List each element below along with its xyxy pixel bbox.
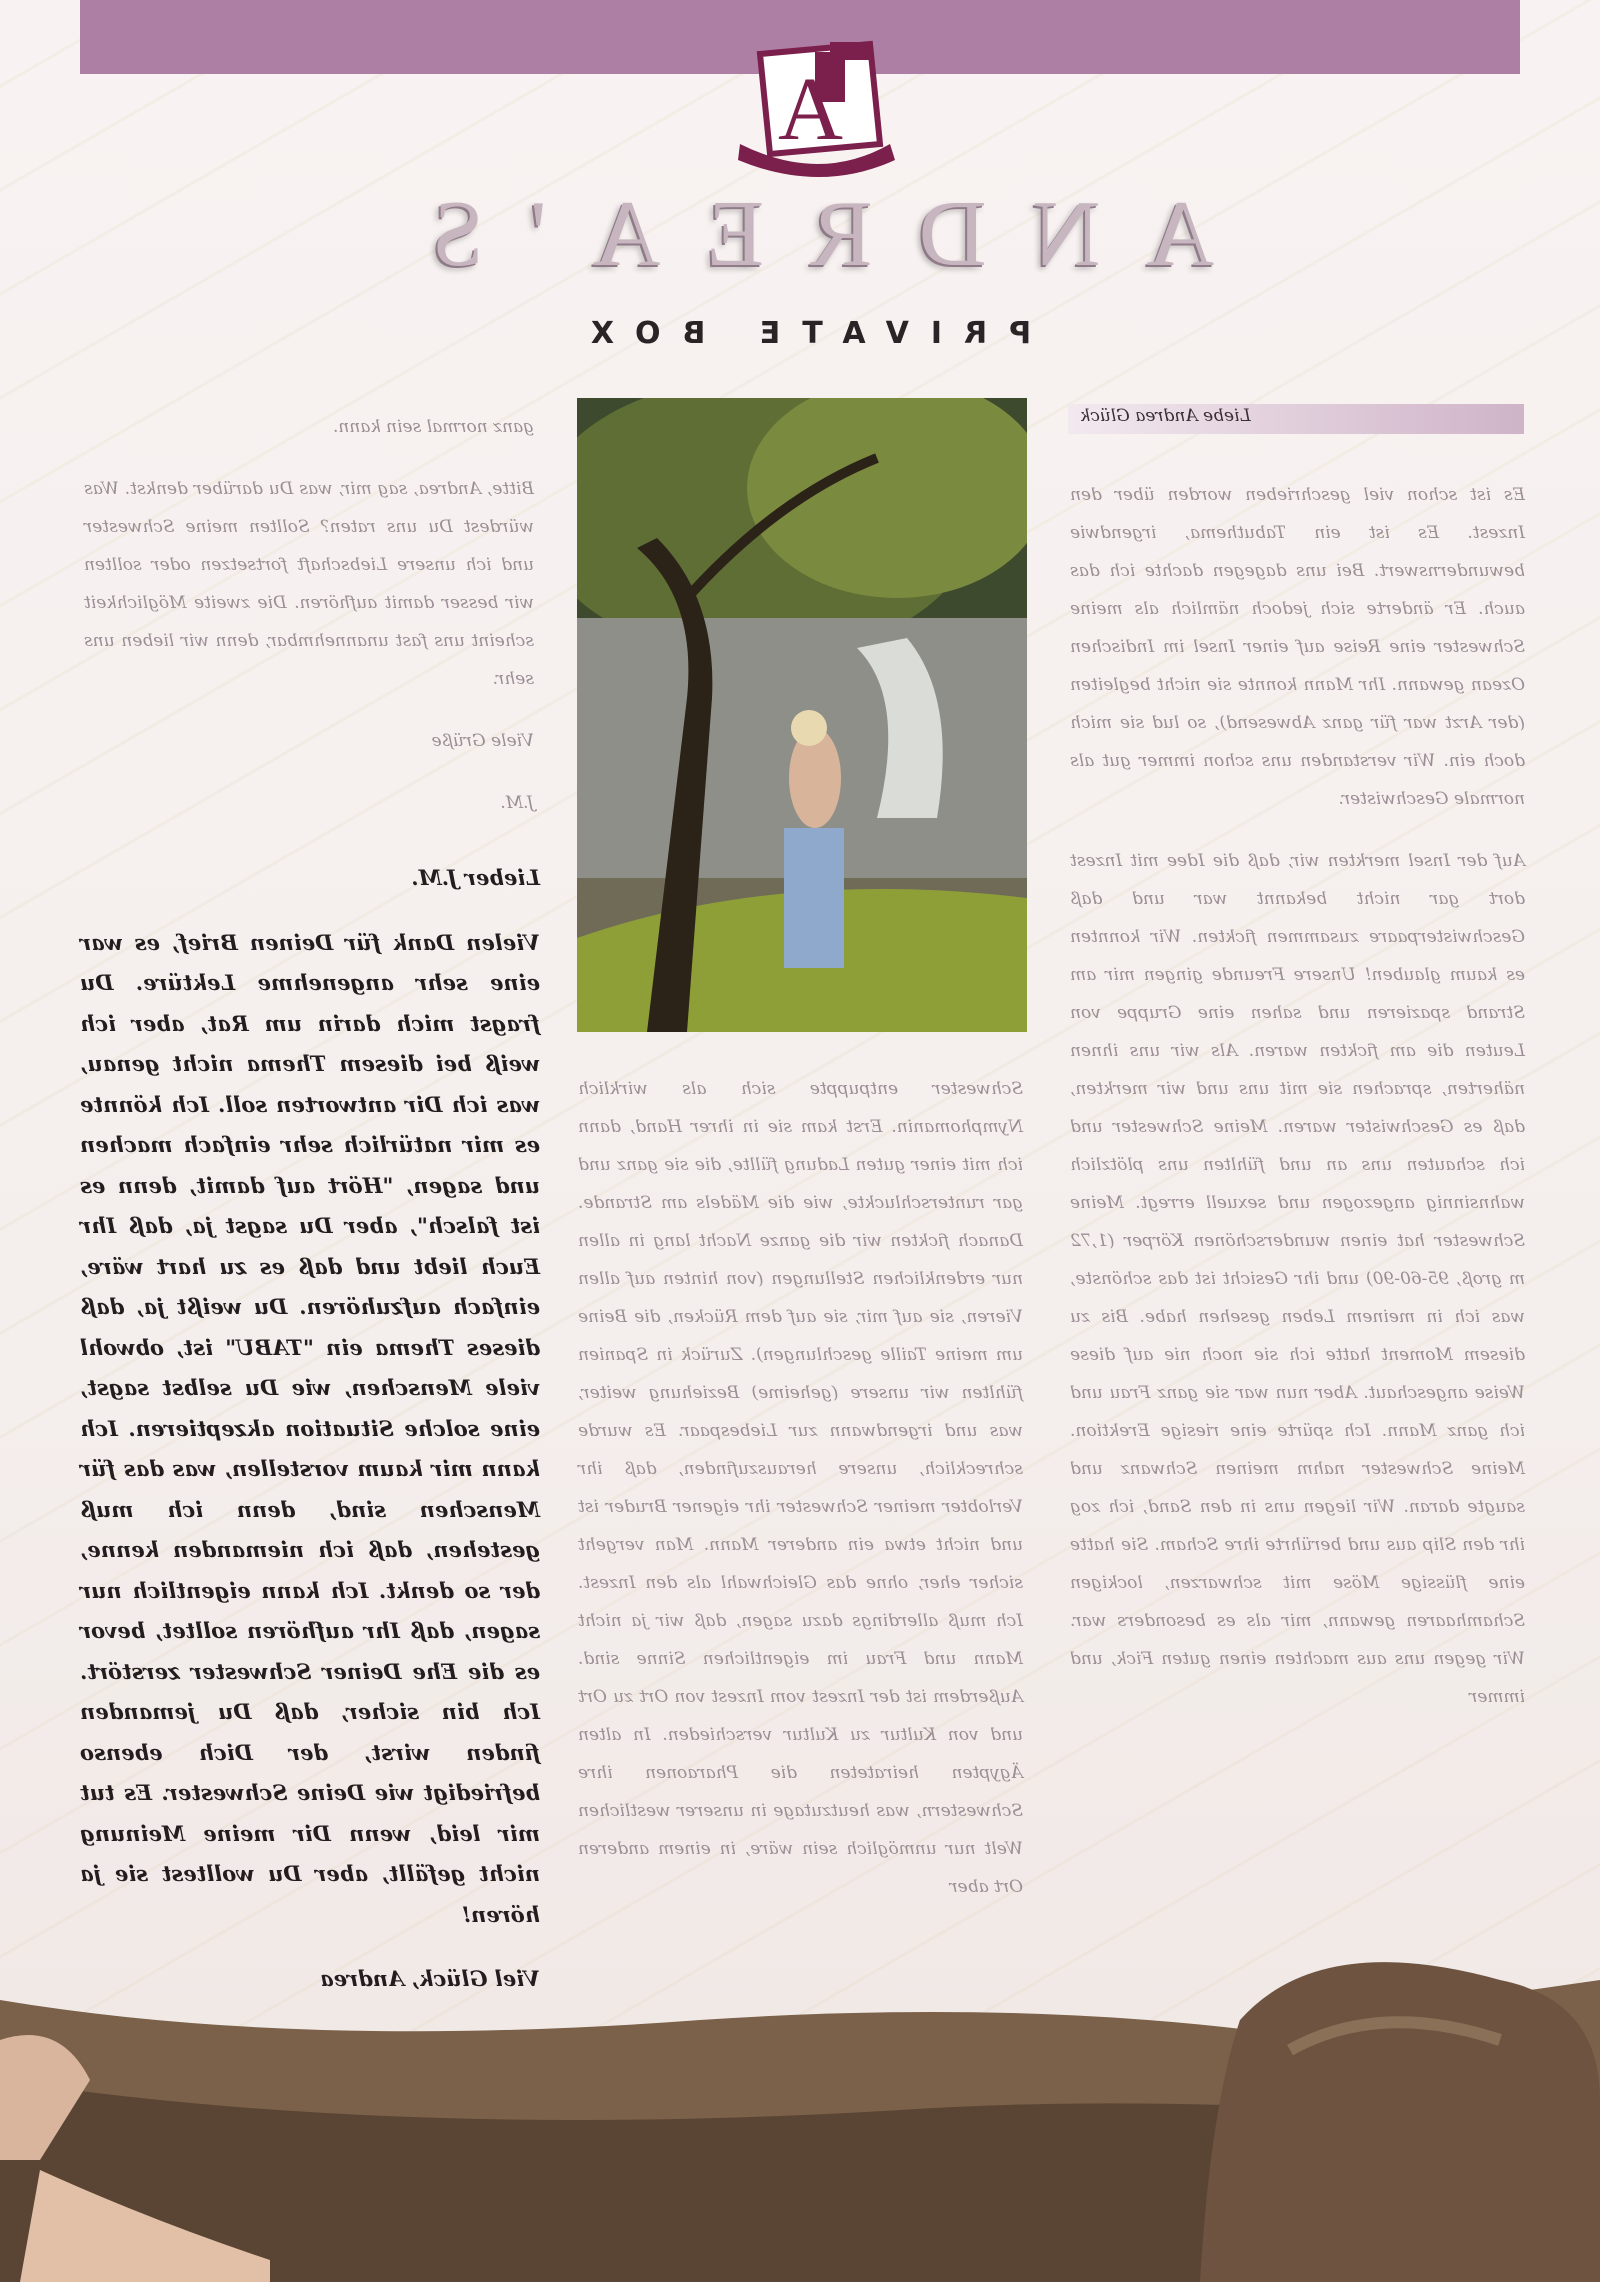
answer-column	[80, 858, 540, 2024]
left-top-paragraph-1: ganz normal sein kann.	[332, 417, 534, 437]
left-top-text	[84, 408, 534, 846]
signature: J.M.	[500, 793, 534, 813]
answer-body: Vielen Dank für Deinen Brief, es war eine sehr angenehme Lektüre. Du fragst mich darin um Rat, aber ich weiß bei diesem Thema nicht genau, was ich Dir antworten soll. Ich könnte es mir natürlich sehr einfach machen und sagen, "Hört auf damit, denn es ist falsch", aber Du sagst ja, daß Ihr Euch liebt und daß es zu hart wäre, einfach aufzuhören. Du weißt ja, daß dieses Thema ein "TABU" ist, obwohl viele Menschen, wie Du selbst sagst, eine solche Situation akzeptieren. Ich kann mir kaum vorstellen, was das für Menschen sind, denn ich muß gestehen, daß ich niemanden kenne, der so denkt. Ich kann eigentlich nur sagen, daß Ihr aufhören solltet, bevor es die Ehe Deiner Schwester zerstört. Ich bin sicher, daß Du jemanden finden wirst, der Dich ebenso befriedigt wie Deine Schwester. Es tut mir leid, wenn Dir meine Meinung nicht gefällt, aber Du wolltest sie ja hören!	[80, 929, 540, 1927]
right-paragraph-2: Auf der Insel merkten wir, daß die Idee mit Inzest dort gar nicht bekannt war und daß Geschwisterpaare zusammen fickten. Wir konnten es kaum glauben! Unsere Freunde gingen mir am Strand spazieren und sahen eine Gruppe von Leuten die am fickten waren. Als wir uns ihnen näherten, sprachen sie mit uns und wir merkten, daß es Geschwister waren. Meine Schwester und ich schauten uns an und fühlten uns plötzlich wahnsinnig angezogen und sexuell erregt. Meine Schwester hat einen wunderschönen Körper (1,72 m groß, 95-60-90) und ihr Gesicht ist das schönste, was ich in meinem Leben gesehen habe. Bis zu diesem Moment hatte ich sie noch nie auf diese Weise angeschaut. Aber nun war sie ganz Frau und ich ganz Mann. Ich spürte eine riesige Erektion. Meine Schwester nahm meinen Schwanz und saugte daran. Wir liegen uns in den Sand, ich zog ihr den Slip aus und berührte ihre Scham. Sie hatte eine flüssige Möse mit schwarzen, lockigen Schamhaaren gewann, mir als es besonders war. Wir gegen uns aus machten einen guten Fick, und immer	[1070, 851, 1525, 1707]
logo-letter: A	[778, 60, 843, 159]
magazine-subtitle: PRIVATE BOX	[568, 316, 1032, 351]
mailbox-logo-icon	[720, 34, 900, 184]
boulder-image	[1200, 1960, 1600, 2282]
greeting: Viele Grüße	[431, 731, 534, 751]
answer-closing: Viel Glück, Andrea	[320, 1966, 540, 1991]
letter-header: Liebe Andrea Glück	[1080, 406, 1251, 426]
left-top-paragraph-2: Bitte, Andrea, sag mir, was Du darüber denkst. Was würdest Du uns raten? Sollten meine Schwester und ich unsere Liebschaft fortsetzen oder sollten wir besser damit aufhören. Die zweite Möglichkeit scheint uns fast unannehmbar, denn wir lieben uns sehr.	[84, 479, 534, 689]
middle-column-text	[578, 1070, 1023, 1930]
letter-header-bar	[1068, 404, 1524, 434]
answer-salutation: Lieber J.M.	[411, 865, 540, 890]
photo-image	[577, 398, 1027, 1032]
right-paragraph-1: Es ist schon viel geschrieben worden über den Inzest. Es ist ein Tabuthema, irgendwie bewundernswert. Bei uns dagegen dachte ich das auch. Er änderte sich jedoch nämlich als meine Schwester eine Reise auf einer Insel im Indischen Ozean gewann. Ihr Mann konnte sie nicht begleiten (der Arzt war für ganz Abwesend), so lud sie mich doch ein. Wir verstanden uns schon immer gut als normale Geschwister.	[1070, 485, 1525, 809]
middle-body: Schwester entpuppte sich als wirklich Nymphomanin. Erst kam sie in ihrer Hand, dann ich mit einer guten Ladung füllte, die sie ganz und gar runterschluckte, wie die Mädels am Strande. Danach fickten wir die ganze Nacht lang in allen nur erdenklichen Stellungen (von hinten auf allen Vieren, sie auf mir, sie auf dem Rücken, die Beine um meine Taille geschlungen). Zurück in Spanien fühlten wir unsere (geheime) Beziehung weiter, was und irgendwann zur Liebespaar. Es wurde schrecklich, unsere herauszufinden, daß ihr Verlobter meiner Schwester ihr eigener Bruder ist und nicht etwa ein anderer Mann. Man vergeht sicher eher, ohne das Gleichwahl als den Inzest. Ich muß allerdings dazu sagen, daß wir ja nicht Mann und Frau im eigentlichen Sinne sind. Außerdem ist der Inzest vom Inzest von Ort zu Ort und von Kultur zu Kultur verschieden. In alten Ägypten heirateten die Pharaonen ihre Schwestern, was heutzutage in unserer westlichen Welt nur unmöglich sein wäre, in einem anderen Ort aber	[578, 1079, 1023, 1897]
right-column-text	[1070, 476, 1525, 1740]
magazine-title: ANDREA'S	[385, 182, 1215, 286]
